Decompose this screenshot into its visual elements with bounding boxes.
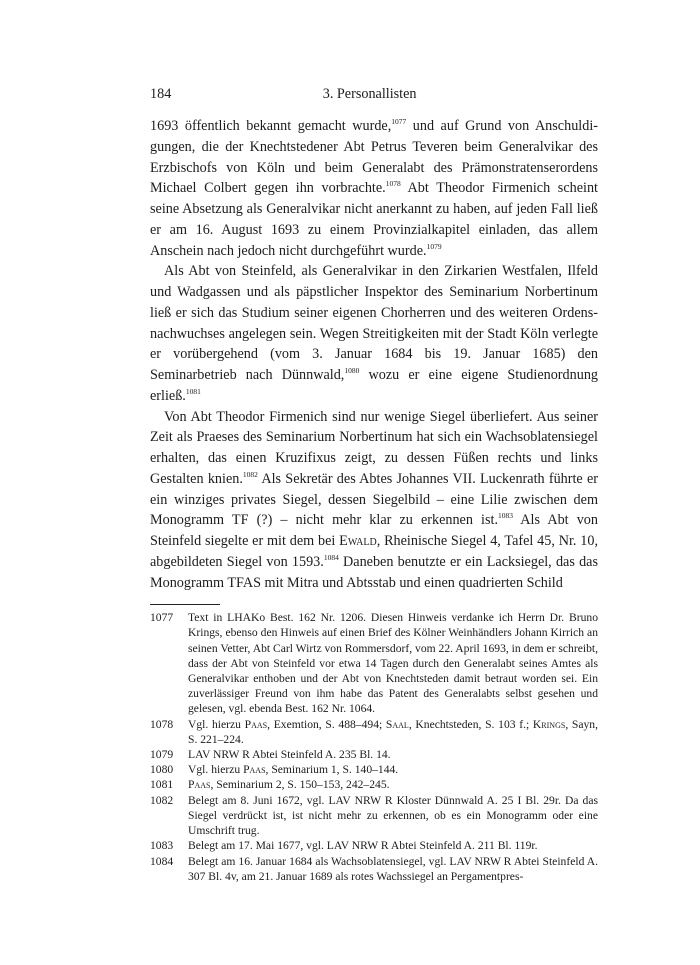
running-header	[150, 86, 598, 116]
text-run: , Seminarium 2, S. 150–153, 242–245.	[210, 778, 390, 792]
footnote-1082	[150, 793, 598, 839]
footnotes	[150, 610, 598, 884]
text-run: , Knechtsteden, S. 103 f.;	[408, 717, 533, 731]
text-run: Als Abt von Steinfeld siegelte er mit dem bei	[150, 512, 598, 549]
author-name: Paas	[243, 763, 266, 777]
footnote-1079	[150, 747, 598, 762]
footnote-number: 1077	[150, 611, 174, 625]
text-run: , Seminarium 1, S. 140–144.	[265, 763, 399, 777]
footnote-ref: 1077	[391, 117, 407, 126]
footnote-number: 1082	[150, 793, 174, 807]
footnote-text: LAV NRW R Abtei Steinfeld A. 235 Bl. 14.	[188, 748, 391, 762]
text-run: Vgl. hierzu	[188, 717, 245, 731]
paragraph-3	[150, 407, 598, 594]
running-title: 3. Personallisten	[322, 86, 417, 102]
footnote-1081	[150, 777, 598, 792]
text-run: Als Sekretär des Abtes Johannes VII. Luckenrath führte er ein winziges privates Siegel, dessen Siegelbild – eine Lilie zwischen dem Monogramm TF (?) – nicht mehr klar zu erkennen ist.	[150, 470, 598, 529]
footnote-ref: 1081	[185, 386, 201, 396]
text-run: Vgl. hierzu	[188, 763, 244, 777]
page-number: 184	[150, 86, 172, 102]
footnote-text	[188, 777, 598, 792]
footnote-number: 1079	[150, 748, 174, 762]
footnote-text: Belegt am 17. Mai 1677, vgl. LAV NRW R Abtei Steinfeld A. 211 Bl. 119r.	[188, 839, 538, 853]
footnote-1083	[150, 838, 598, 853]
text-run: wozu er eine eigene Studienordnung erließ.	[150, 367, 599, 404]
footnote-number: 1083	[150, 839, 174, 853]
footnote-ref: 1082	[242, 469, 258, 479]
footnote-ref: 1084	[323, 552, 339, 562]
text-run: , Sayn, S. 221–224.	[188, 717, 598, 746]
text-run: Daneben benutzte er ein Lacksiegel, das das Monogramm TFAS mit Mitra und Abtsstab und einen quadrierten Schild	[150, 553, 598, 591]
footnote-text: Belegt am 16. Januar 1684 als Wachsoblatensiegel, vgl. LAV NRW R Abtei Steinfeld A. 307 Bl. 4v, am 21. Januar 1689 als rotes Wachssiegel an Pergamentpres-	[188, 854, 598, 883]
footnote-1084	[150, 854, 598, 884]
footnote-number: 1081	[150, 778, 174, 792]
text-run: Von Abt Theodor Firmenich sind nur wenige Siegel überliefert. Aus seiner Zeit als Praeses des Seminarium Norbertinum hat sich ein Wachsoblatensiegel erhalten, das einen Kruzifixus zeigt, zu dessen Füßen rechts und links Gestalten knien.	[150, 408, 598, 487]
footnote-ref: 1079	[426, 241, 442, 251]
author-name: Ewald	[339, 533, 377, 549]
footnote-1080	[150, 762, 598, 777]
footnote-text: Belegt am 8. Juni 1672, vgl. LAV NRW R Kloster Dünnwald A. 25 I Bl. 29r. Da das Siegel verdrückt ist, ist nicht mehr zu erkennen, ob es ein Monogramm oder eine Umschrift trug.	[188, 793, 598, 838]
footnote-1077	[150, 610, 598, 716]
author-name: Paas	[188, 778, 211, 792]
footnote-number: 1084	[150, 854, 174, 868]
text-run: , Rheinische Siegel 4, Tafel 45, Nr. 10, abgebildeten Siegel von 1593.	[150, 533, 598, 570]
text-run: Abt Theodor Firmenich scheint seine Absetzung als Generalvikar nicht anerkannt zu haben, auf jeden Fall ließ er am 16. August 1693 zu einem Provinzialkapitel einladen, das allem Anschein nach jedoch nicht durchgeführt wurde.	[150, 180, 598, 259]
text-run: Als Abt von Steinfeld, als Generalvikar in den Zirkarien Westfalen, Ilfeld und Wadgassen und als päpstlicher Inspektor des Seminarium Norbertinum ließ er sich das Studium seiner eigenen Chorherren und des weiteren Ordensnachwuchses angelegen sein. Wegen Streitigkeiten mit der Stadt Köln verlegte er vorübergehend (vom 3. Januar 1684 bis 19. Januar 1685) den Seminarbetrieb nach Dünnwald,	[150, 263, 598, 383]
footnote-separator	[150, 604, 220, 605]
footnote-ref: 1083	[498, 511, 513, 521]
author-name: Krings	[532, 717, 566, 731]
footnote-number: 1080	[150, 763, 174, 777]
footnote-text: Text in LHAKo Best. 162 Nr. 1206. Diesen Hinweis verdanke ich Herrn Dr. Bruno Krings, ebenso den Hinweis auf einen Brief des Kölner Weinhändlers Johann Kirrich an seinen Vetter, Abt Carl Wirtz von Rommersdorf, vom 22. April 1693, in dem er schreibt, dass der Abt von Steinfeld vor etwa 14 Tagen durch den Generalabt seines Amtes als Generalvikar enthoben und der Abt von Knechtsteden damit betraut worden sei. Ein zuverlässiger Freund von ihm habe das Patent des Generalabts selbst gesehen und gelesen, vgl. ebenda Best. 162 Nr. 1064.	[188, 611, 598, 716]
main-text	[150, 116, 598, 593]
text-run: , Exemtion, S. 488–494;	[267, 717, 386, 731]
book-page	[150, 86, 598, 884]
footnote-number: 1078	[150, 717, 174, 731]
author-name: Saal	[385, 717, 409, 731]
paragraph-2	[150, 261, 598, 406]
author-name: Paas	[244, 717, 268, 731]
text-run: 1693 öffentlich bekannt gemacht wurde,	[150, 118, 392, 134]
footnote-text	[188, 762, 598, 777]
footnote-1078	[150, 717, 598, 747]
footnote-ref: 1078	[385, 179, 401, 189]
footnote-text	[188, 717, 598, 747]
paragraph-1	[150, 116, 598, 261]
text-run: und auf Grund von Anschuldigungen, die der Knechtstedener Abt Petrus Teveren beim Generalvikar des Erzbischofs von Köln und beim Generalabt des Prämonstratenserordens Michael Colbert gegen ihn vorbrachte.	[150, 118, 598, 197]
footnote-ref: 1080	[344, 366, 360, 375]
